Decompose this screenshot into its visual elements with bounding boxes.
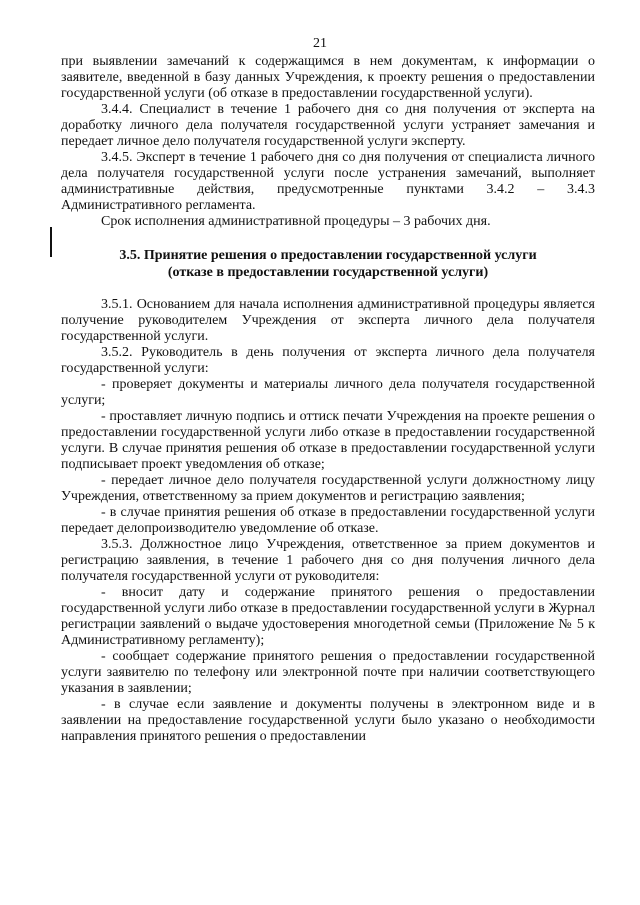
paragraph-3-4-4: 3.4.4. Специалист в течение 1 рабочего дня со дня получения от эксперта на доработку личного дела получателя государственной услуги устраняет замечания и передает личное дело получателя государственной услуги эксперту. [61, 102, 595, 149]
list-item-transfers-file: - передает личное дело получателя государственной услуги должностному лицу Учреждения, ответственному за прием документов и регистрацию заявления; [61, 473, 595, 504]
section-heading-line-2: (отказе в предоставлении государственной услуги) [167, 265, 489, 280]
paragraph-continuation: при выявлении замечаний к содержащимся в нем документам, к информации о заявителе, введенной в базу данных Учреждения, к проекту решения о предоставлении государственной услуги (об отказе в предоставлении государственной услуги). [61, 54, 595, 101]
paragraph-3-5-3: 3.5.3. Должностное лицо Учреждения, ответственное за прием документов и регистрацию заявления, в течение 1 рабочего дня со дня получения личного дела получателя государственной услуги от руководителя: [61, 537, 595, 584]
document-body [61, 54, 595, 745]
list-item-informs-applicant: - сообщает содержание принятого решения о предоставлении государственной услуги заявителю по телефону или электронной почте при наличии соответствующего указания в заявлении; [61, 649, 595, 696]
list-item-checks-documents: - проверяет документы и материалы личного дела получателя государственной услуги; [61, 377, 595, 408]
paragraph-3-5-2: 3.5.2. Руководитель в день получения от эксперта личного дела получателя государственной услуги: [61, 345, 595, 376]
paragraph-3-4-5: 3.4.5. Эксперт в течение 1 рабочего дня со дня получения от специалиста личного дела получателя государственной услуги после устранения замечаний, выполняет административные действия, предусмотренные пунктами 3.4.2 – 3.4.3 Административного регламента. [61, 150, 595, 213]
list-item-refusal-notice: - в случае принятия решения об отказе в предоставлении государственной услуги передает делопроизводителю уведомление об отказе. [61, 505, 595, 536]
page-number: 21 [313, 36, 327, 51]
paragraph-3-5-1: 3.5.1. Основанием для начала исполнения административной процедуры является получение руководителем Учреждения от эксперта личного дела получателя государственной услуги. [61, 297, 595, 344]
section-heading-3-5 [61, 247, 595, 281]
list-item-electronic-case: - в случае если заявление и документы получены в электронном виде и в заявлении на предоставление государственной услуги было указано о необходимости направления принятого решения о предоставлении [61, 697, 595, 744]
revision-margin-bar [50, 227, 52, 257]
list-item-registers-decision: - вносит дату и содержание принятого решения о предоставлении государственной услуги либо отказе в предоставлении государственной услуги в Журнал регистрации заявлений о выдаче удостоверения многодетной семьи (Приложение № 5 к Административному регламенту); [61, 585, 595, 648]
list-item-signs-decision: - проставляет личную подпись и оттиск печати Учреждения на проекте решения о предоставлении государственной услуги либо отказе в предоставлении государственной услуги. В случае принятия решения об отказе в предоставлении государственной услуги подписывает проект уведомления об отказе; [61, 409, 595, 472]
section-heading-line-1: 3.5. Принятие решения о предоставлении государственной услуги [119, 248, 537, 263]
paragraph-deadline: Срок исполнения административной процедуры – 3 рабочих дня. [101, 214, 491, 229]
